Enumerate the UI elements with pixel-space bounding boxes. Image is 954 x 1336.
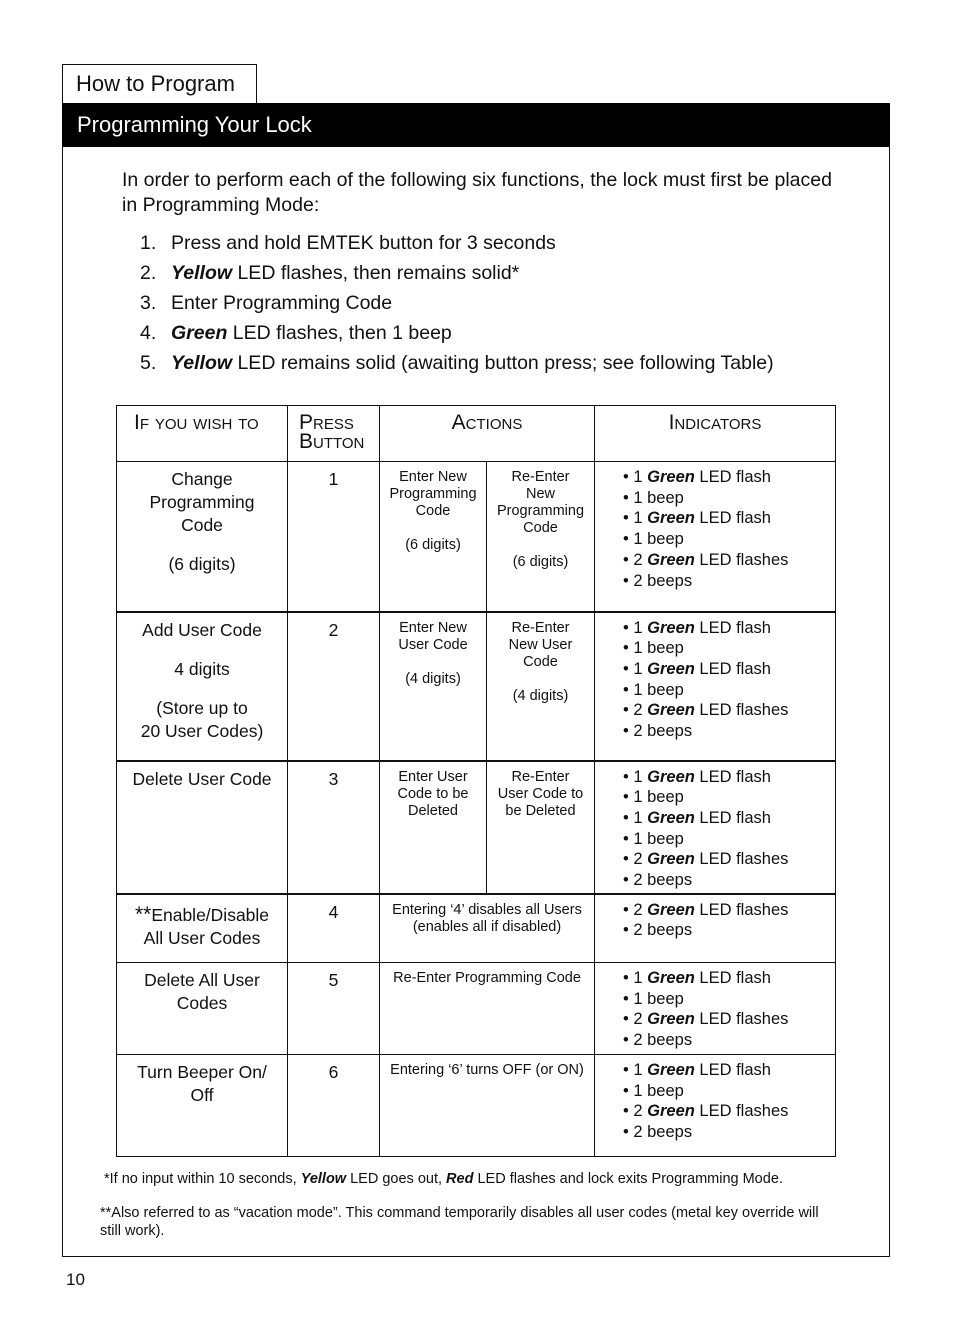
action-second: Re-Enter New Programming Code (6 digits) [487, 462, 595, 612]
button-number: 4 [288, 894, 380, 963]
header-actions: Actions [380, 406, 595, 462]
programming-table [116, 405, 836, 1157]
footnote-vacation-mode: **Also referred to as “vacation mode”. This command temporarily disables all user codes (metal key override will still work). [100, 1205, 819, 1239]
step-item: 4. Green LED flashes, then 1 beep [140, 322, 452, 344]
function-cell: Add User Code 4 digits (Store up to 20 User Codes) [117, 612, 288, 761]
action-second: Re-Enter New User Code (4 digits) [487, 612, 595, 761]
action-first: Enter New User Code (4 digits) [380, 612, 487, 761]
table-row [117, 963, 836, 1055]
function-cell: Delete All User Codes [117, 963, 288, 1055]
indicator-list: • 1 Green LED flash • 1 beep • 2 Green LED flashes • 2 beeps [595, 1055, 836, 1157]
indicator-list: • 1 Green LED flash • 1 beep • 1 Green LED flash • 1 beep • 2 Green LED flashes • 2 beeps [595, 612, 836, 761]
page-number: 10 [66, 1270, 85, 1289]
action-combined: Entering ‘6’ turns OFF (or ON) [380, 1055, 595, 1157]
button-number: 6 [288, 1055, 380, 1157]
function-cell: Change Programming Code (6 digits) [117, 462, 288, 612]
indicator-list: • 1 Green LED flash • 1 beep • 1 Green LED flash • 1 beep • 2 Green LED flashes • 2 beeps [595, 462, 836, 612]
table-header-row [117, 406, 836, 462]
action-first: Enter User Code to be Deleted [380, 761, 487, 894]
action-first: Enter New Programming Code (6 digits) [380, 462, 487, 612]
function-cell: Turn Beeper On/ Off [117, 1055, 288, 1157]
indicator-list: • 2 Green LED flashes • 2 beeps [595, 894, 836, 963]
table-row [117, 462, 836, 612]
table-row [117, 612, 836, 761]
section-tab: How to Program [62, 64, 257, 103]
action-combined: Re-Enter Programming Code [380, 963, 595, 1055]
action-second: Re-Enter User Code to be Deleted [487, 761, 595, 894]
indicator-list: • 1 Green LED flash • 1 beep • 2 Green LED flashes • 2 beeps [595, 963, 836, 1055]
header-press-button: Press Button [288, 406, 380, 462]
function-cell: **Enable/Disable All User Codes [117, 894, 288, 963]
button-number: 3 [288, 761, 380, 894]
section-banner: Programming Your Lock [62, 103, 890, 147]
button-number: 1 [288, 462, 380, 612]
header-indicators: Indicators [595, 406, 836, 462]
step-item: 3. Enter Programming Code [140, 292, 393, 314]
programming-steps [140, 230, 860, 380]
function-cell: Delete User Code [117, 761, 288, 894]
table-row [117, 1055, 836, 1157]
table-row [117, 761, 836, 894]
action-combined: Entering ‘4’ disables all Users (enables all if disabled) [380, 894, 595, 963]
footnote-timeout: *If no input within 10 seconds, Yellow LED goes out, Red LED flashes and lock exits Programming Mode. [104, 1171, 783, 1187]
button-number: 2 [288, 612, 380, 761]
button-number: 5 [288, 963, 380, 1055]
indicator-list: • 1 Green LED flash • 1 beep • 1 Green LED flash • 1 beep • 2 Green LED flashes • 2 beeps [595, 761, 836, 894]
header-wish: If you wish to [117, 406, 288, 462]
step-item: 5. Yellow LED remains solid (awaiting button press; see following Table) [140, 352, 774, 374]
table-row [117, 894, 836, 963]
step-item: 2. Yellow LED flashes, then remains solid* [140, 262, 520, 284]
step-item: 1. Press and hold EMTEK button for 3 seconds [140, 232, 556, 254]
intro-paragraph: In order to perform each of the following six functions, the lock must first be placed in Programming Mode: [122, 169, 832, 216]
